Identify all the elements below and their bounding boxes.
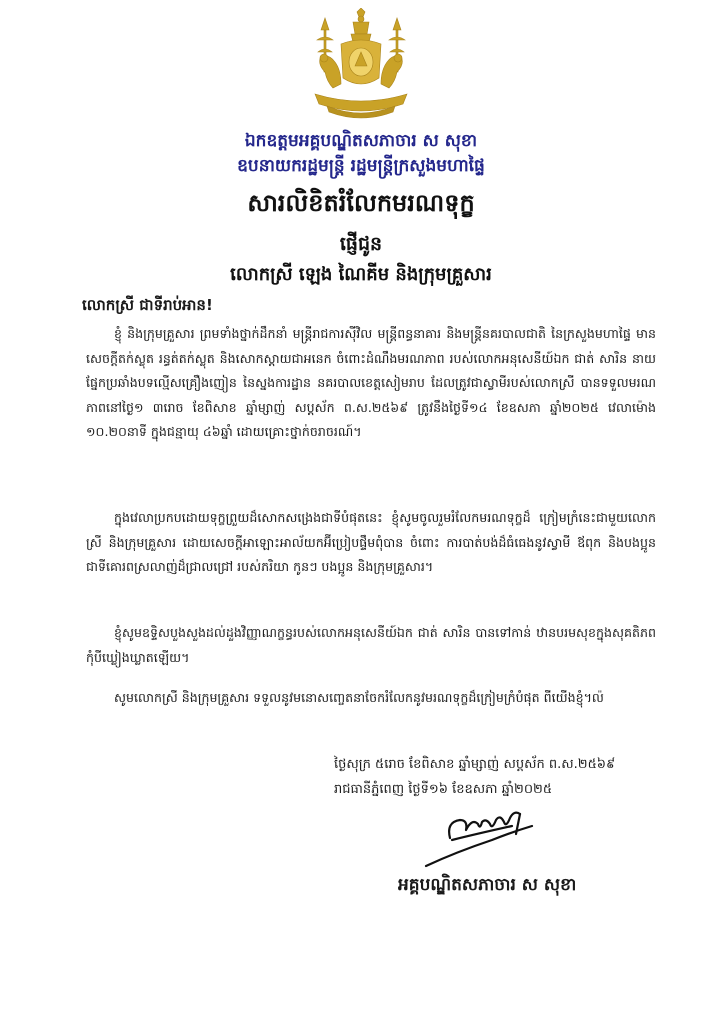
paragraph-3: ខ្ញុំសូមឧទ្ទិសបួងសួងដល់ដួងវិញ្ញាណក្ខន្ធរបស់លោកអនុសេនីយ៍ឯក ជាត់ សារិន បានទៅកាន់ ឋានបរមសុខក្នុងសុគតិភព កុំបីឃ្លៀងឃ្លាតឡើយ។	[86, 625, 656, 665]
lunar-date: ថ្ងៃសុក្រ ៥រោច ខែពិសាខ ឆ្នាំម្សាញ់ សប្តស័ក ព.ស.២៥៦៩	[334, 757, 616, 772]
royal-coat-of-arms-icon	[307, 8, 415, 126]
signer-name: អគ្គបណ្ឌិតសភាចារ ស សុខា	[398, 875, 577, 895]
handwritten-signature	[416, 800, 546, 872]
send-to-label: ផ្ញើជូន	[339, 233, 383, 255]
paragraph-1: ខ្ញុំ និងក្រុមគ្រួសារ ព្រមទាំងថ្នាក់ដឹកនាំ មន្ត្រីរាជការស៊ីវិល មន្ត្រីពន្ធនាគារ និងមន្ត្រីនគរបាលជាតិ នៃក្រសួងមហាផ្ទៃ មានសេចក្តីតក់ស្លុត រន្ធត់តក់ស្លុត និងសោកស្តាយជាអនេក ចំពោះដំណឹងមរណភាព របស់លោកអនុសេនីយ៍ឯក ជាត់ សារិន នាយផ្នែកប្រឆាំងបទល្មើសគ្រឿងញៀន នៃស្នងការដ្ឋាន នគរបាលខេត្តសៀមរាប ដែលត្រូវជាស្វាមីរបស់លោកស្រី បានទទួលមរណភាពនៅថ្ងៃ១ ៣រោច ខែពិសាខ ឆ្នាំម្សាញ់ សប្តស័ក ព.ស.២៥៦៩ ត្រូវនឹងថ្ងៃទី១៤ ខែឧសភា ឆ្នាំ២០២៥ វេលាម៉ោង ១០.២០នាទី ក្នុងជន្មាយុ ៤៦ឆ្នាំ ដោយគ្រោះថ្នាក់ចរាចរណ៍។	[86, 326, 656, 439]
sender-title-line2: ឧបនាយករដ្ឋមន្ត្រី រដ្ឋមន្ត្រីក្រសួងមហាផ្ទៃ	[237, 156, 485, 176]
paragraph-2: ក្នុងវេលាប្រកបដោយទុក្ខព្រួយដ៏សោកសង្រេងជាទីបំផុតនេះ ខ្ញុំសូមចូលរួមរំលែកមរណទុក្ខដ៏ ក្រៀមក្រំនេះជាមួយលោកស្រី និងក្រុមគ្រួសារ ដោយសេចក្តីអាឡោះអាល័យកអ៊ីប្រៀបផ្ទឹមពុំបាន ចំពោះ ការបាត់បង់ដ៏ធំធេងនូវស្វាមី ឪពុក និងបងប្អូន ជាទីគោរពស្រលាញ់ដ៏ជ្រាលជ្រៅ របស់ភរិយា កូនៗ បងប្អូន និងក្រុមគ្រួសារ។	[86, 510, 656, 574]
sender-title-line1: ឯកឧត្តមអគ្គបណ្ឌិតសភាចារ ស សុខា	[244, 131, 478, 151]
salutation: លោកស្រី ជាទីរាប់អាន!	[82, 296, 213, 314]
letter-title: សារលិខិតរំលែកមរណទុក្ខ	[247, 189, 475, 217]
recipient-name: លោកស្រី ឡេង ណៃគីម និងក្រុមគ្រួសារ	[230, 264, 492, 285]
solar-date: រាជធានីភ្នំពេញ ថ្ងៃទី១៦ ខែឧសភា ឆ្នាំ២០២៥	[334, 782, 553, 797]
paragraph-4: សូមលោកស្រី និងក្រុមគ្រួសារ ទទួលនូវមនោសញ្ចេតនាចែករំលែកនូវមរណទុក្ខដ៏ក្រៀមក្រំបំផុត ពីយើងខ្ញុំ។ល៉	[114, 690, 604, 705]
